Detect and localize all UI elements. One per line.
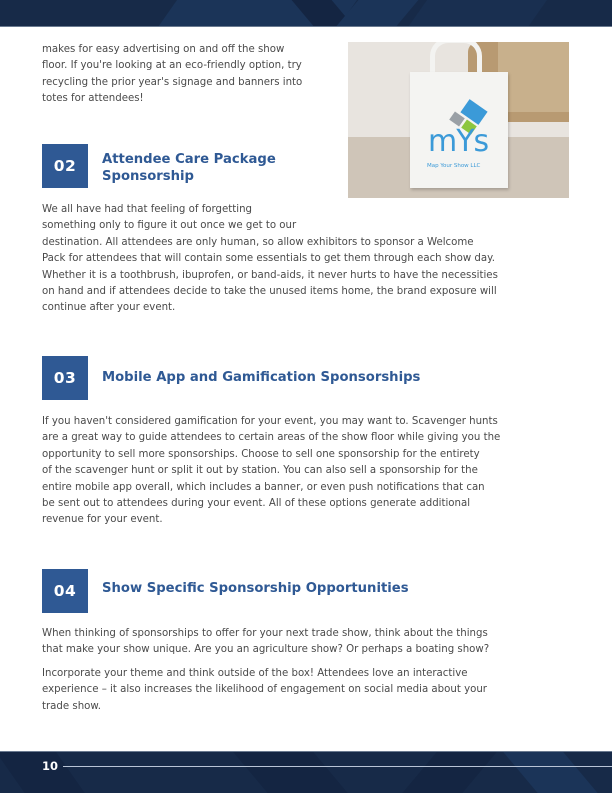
section-title: Attendee Care Package [102, 152, 276, 167]
text-line: makes for easy advertising on and off the show [42, 44, 285, 55]
text-line: Whether it is a toothbrush, ibuprofen, or band-aids, it never hurts to have the necessities [42, 269, 498, 281]
section-number-badge: 02 [42, 144, 88, 188]
section-title: Mobile App and Gamification Sponsorships [102, 370, 421, 385]
logo-text: mYs [428, 124, 489, 159]
decorative-shape [406, 0, 554, 27]
text-line: entire mobile app overall, which includes a banner, or even push notifications that can [42, 481, 485, 493]
text-line: totes for attendees! [42, 93, 144, 105]
text-line: experience – it also increases the likelihood of engagement on social media about your [42, 684, 487, 696]
text-line: opportunity to sell more sponsorships. Choose to sell one sponsorship for the entirety [42, 448, 480, 460]
text-line: When thinking of sponsorships to offer for your next trade show, think about the things [42, 628, 488, 639]
text-line: revenue for your event. [42, 514, 163, 526]
logo-subtext: Map Your Show LLC [427, 163, 481, 169]
photo-cloth [498, 42, 569, 112]
footer-rule [63, 766, 612, 767]
text-line: be sent out to attendees during your event. All of these options generate additional [42, 498, 471, 509]
text-line: continue after your event. [42, 302, 176, 314]
text-line: Pack for attendees that will contain some essentials to get them through each show day. [42, 253, 495, 265]
text-line: trade show. [42, 700, 102, 712]
section-number-badge: 04 [42, 569, 88, 613]
decorative-shape [399, 751, 501, 793]
decorative-shape [229, 751, 351, 793]
text-line: floor. If you're looking at an eco-friendly option, try [42, 60, 302, 72]
page-number: 10 [42, 759, 59, 773]
text-line: are a great way to guide attendees to certain areas of the show floor while giving you the [42, 432, 501, 444]
text-line: on hand and if attendees decide to take the unused items home, the brand exposure will [42, 286, 497, 297]
decorative-shape [499, 751, 601, 793]
tote-bag-photo [348, 42, 569, 198]
footer-band [0, 751, 612, 793]
text-line: of the scavenger hunt or split it out by station. You can also sell a sponsorship for the [42, 465, 478, 477]
section-title: Show Specific Sponsorship Opportunities [102, 581, 409, 596]
text-line: recycling the prior year's signage and banners into [42, 76, 303, 88]
header-band [0, 0, 612, 27]
text-line: destination. All attendees are only human, so allow exhibitors to sponsor a Welcome [42, 236, 474, 248]
text-line: Incorporate your theme and think outside of the box! Attendees love an interactive [42, 668, 468, 679]
section-title: Sponsorship [102, 169, 194, 184]
text-line: We all have had that feeling of forgetting [42, 204, 252, 215]
text-line: something only to figure it out once we get to our [42, 220, 297, 232]
section-number-badge: 03 [42, 356, 88, 400]
text-line: If you haven't considered gamification for your event, you may want to. Scavenger hunts [42, 416, 498, 427]
text-line: that make your show unique. Are you an agriculture show? Or perhaps a boating show? [42, 644, 490, 656]
